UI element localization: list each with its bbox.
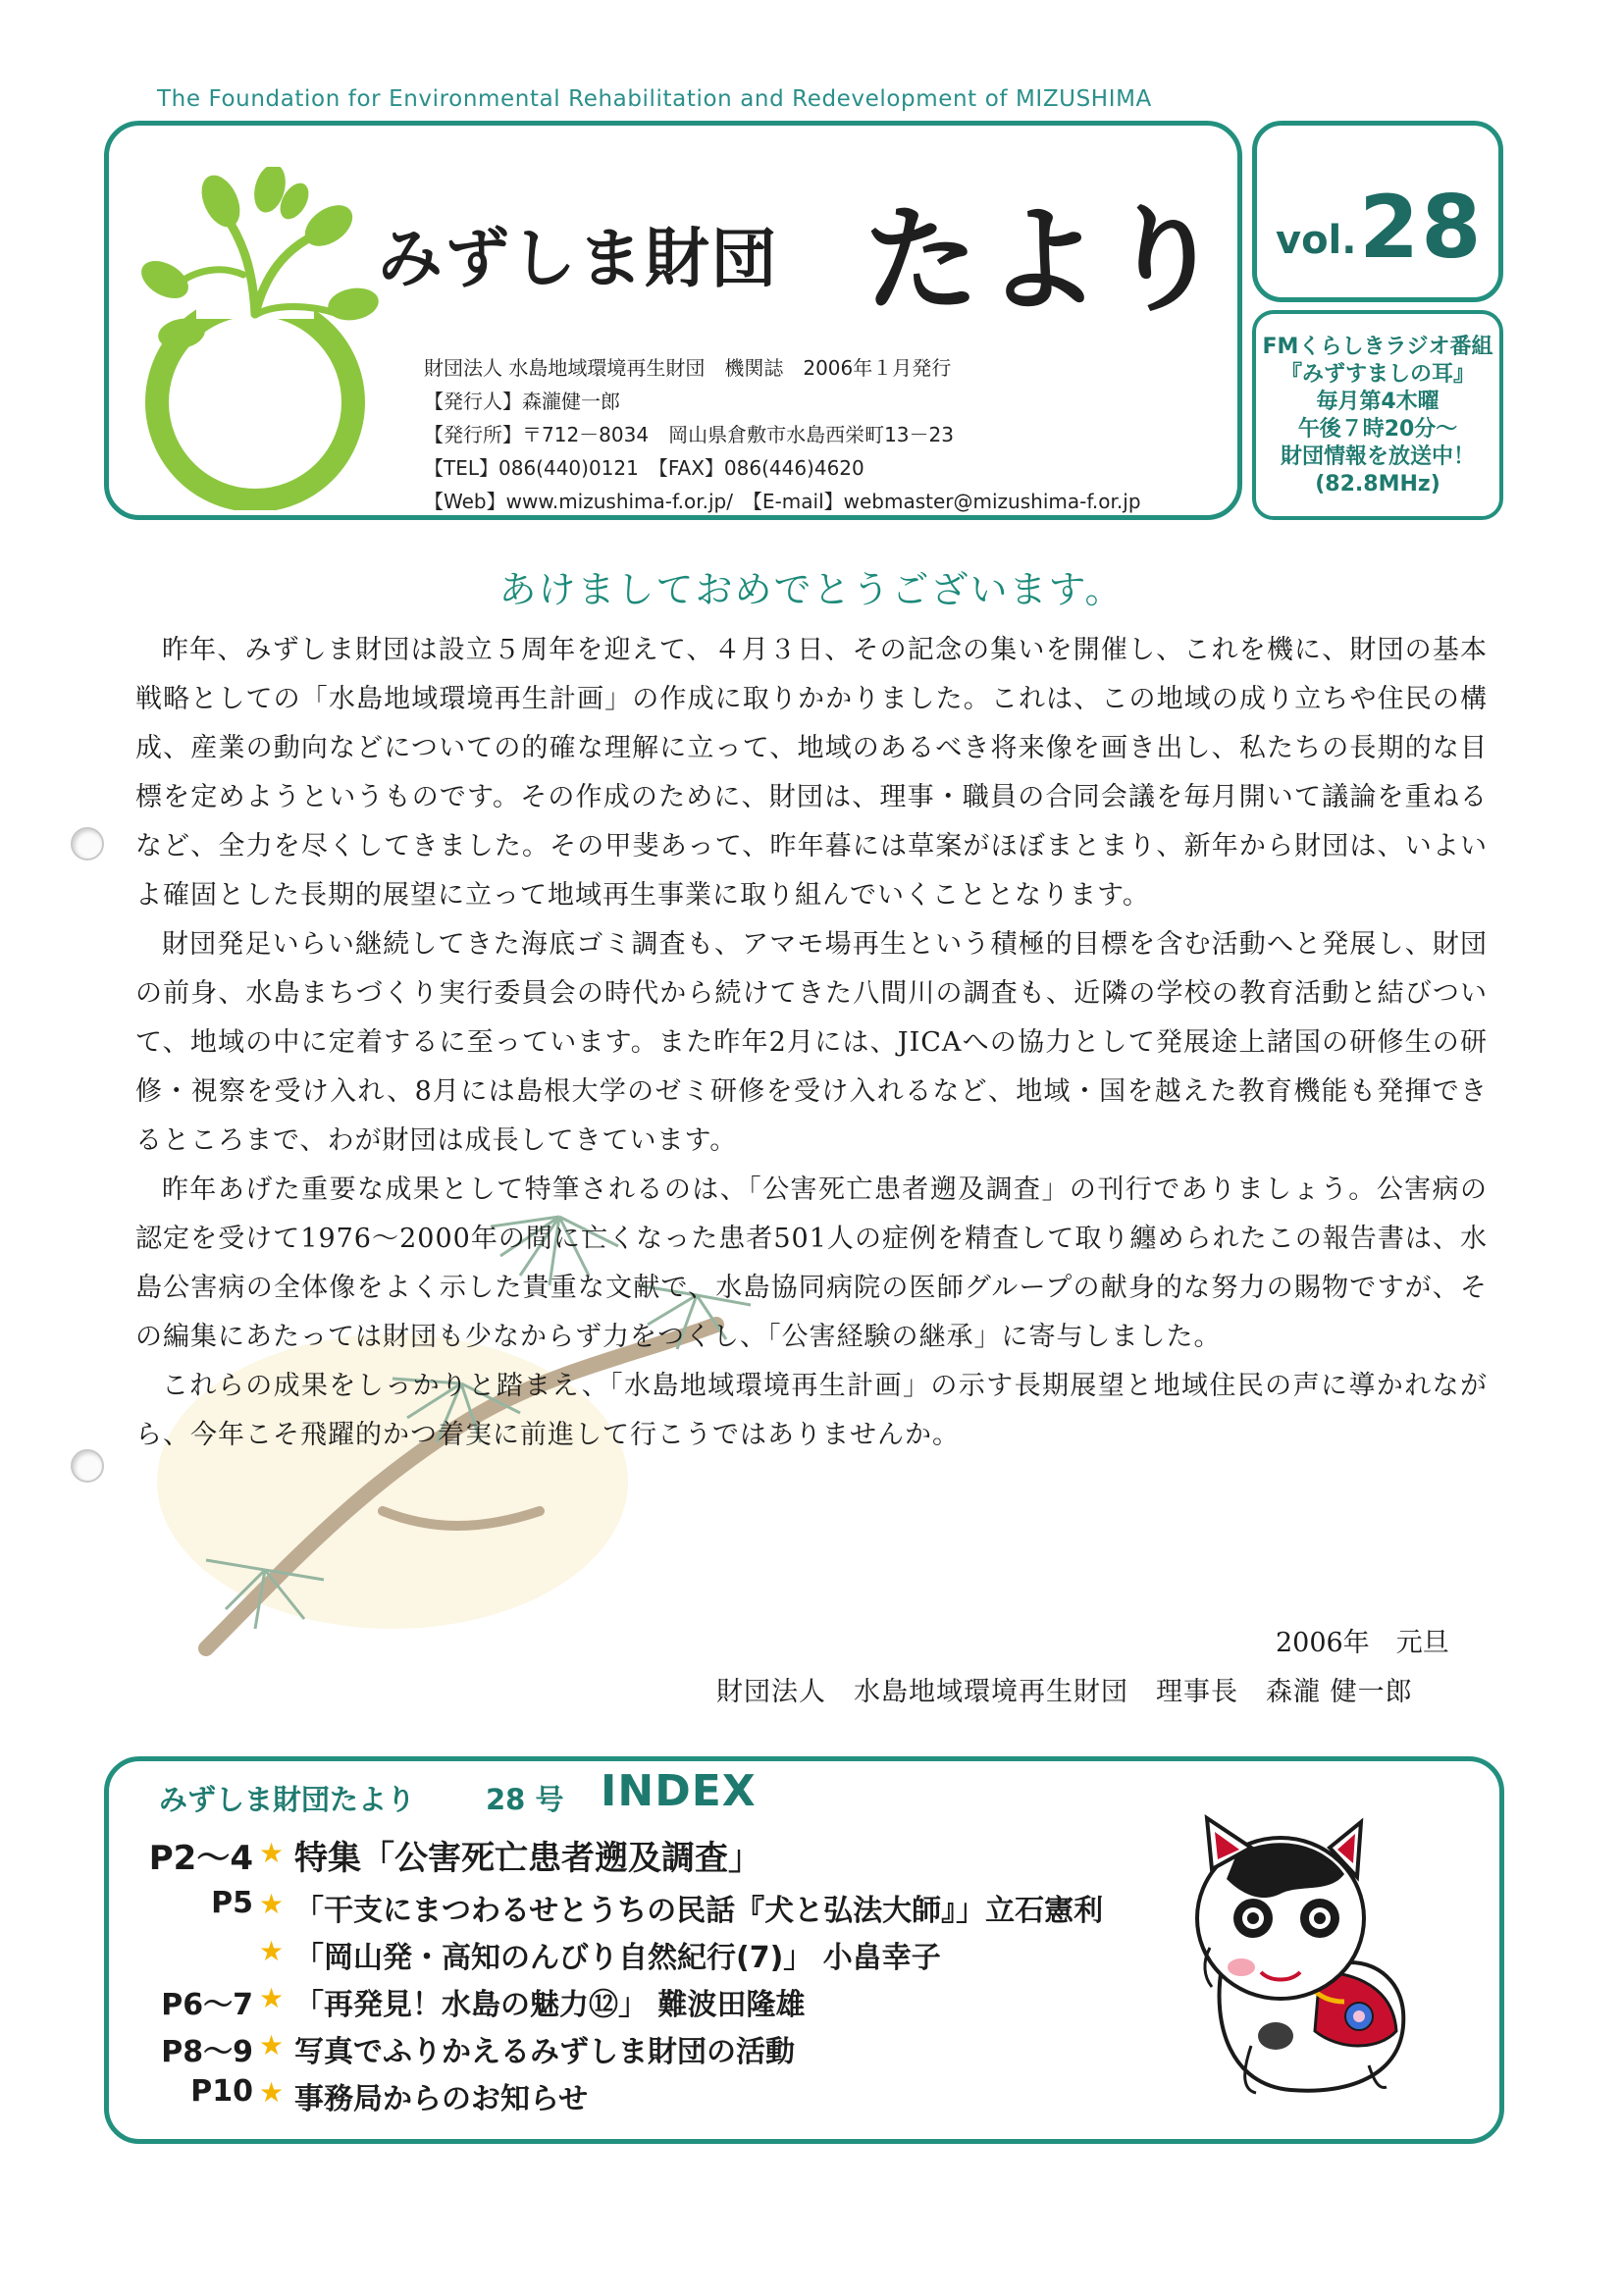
- article-signature: 財団法人 水島地域環境再生財団 理事長 森瀧 健一郎: [716, 1677, 1413, 1707]
- publication-line: 【発行所】〒712－8034 岡山県倉敷市水島西栄町13－23: [424, 423, 954, 446]
- index-item-text: 事務局からのお知らせ: [294, 2082, 589, 2116]
- greeting-heading: あけましておめでとうございます。: [498, 568, 1125, 611]
- star-icon: ★: [259, 2076, 285, 2109]
- star-icon: ★: [259, 1935, 285, 1967]
- publication-line: 【発行人】森瀧健一郎: [424, 390, 620, 413]
- article-paragraph: これらの成果をしっかりと踏まえ、「水島地域環境再生計画」の示す長期展望と地域住民の声に導かれながら、今年こそ飛躍的かつ着実に前進して行こうではありませんか。: [135, 1371, 1488, 1450]
- index-item-page: P6～7: [161, 1988, 253, 2022]
- publication-info: [424, 351, 1141, 518]
- publication-line: 【Web】www.mizushima-f.or.jp/ 【E-mail】webmaster@mizushima-f.or.jp: [424, 490, 1141, 513]
- title-main: みずしま財団: [378, 221, 778, 296]
- index-heading-label: INDEX: [601, 1766, 757, 1816]
- index-item-page: P8～9: [161, 2035, 253, 2069]
- publication-line: 【TEL】086(440)0121 【FAX】086(446)4620: [424, 456, 864, 480]
- tree-logo-icon: [128, 167, 383, 510]
- index-item-text: 写真でふりかえるみずしま財団の活動: [294, 2035, 795, 2069]
- radio-line: 午後７時20分～: [1297, 417, 1458, 442]
- org-name-en: The Foundation for Environmental Rehabilitation and Redevelopment of MIZUSHIMA: [157, 86, 1152, 112]
- radio-info: [1252, 334, 1503, 498]
- star-icon: ★: [259, 2029, 285, 2061]
- index-heading-issue: 28 号: [486, 1783, 564, 1816]
- radio-line: 『みずすましの耳』: [1280, 362, 1475, 387]
- publication-line: 財団法人 水島地域環境再生財団 機関誌 2006年１月発行: [424, 356, 952, 380]
- index-item-page: P2～4: [148, 1839, 253, 1878]
- article-body: [135, 626, 1488, 1460]
- index-heading-title: みずしま財団たより: [159, 1783, 416, 1816]
- star-icon: ★: [259, 1982, 285, 2014]
- binder-hole-icon: [71, 827, 104, 861]
- volume-number: 28: [1359, 177, 1484, 278]
- inu-hariko-dog-icon: [1182, 1800, 1428, 2105]
- binder-hole-icon: [71, 1449, 104, 1483]
- article-paragraph: 財団発足いらい継続してきた海底ゴミ調査も、アマモ場再生という積極的目標を含む活動へと発展し、財団の前身、水島まちづくり実行委員会の時代から続けてきた八間川の調査も、近隣の学校の教育活動と結びついて、地域の中に定着するに至っています。また昨年2月には、JICAへの協力として発展途上諸国の研修生の研修・視察を受け入れ、8月には島根大学のゼミ研修を受け入れるなど、地域・国を越えた教育機能も発揮できるところまで、わが財団は成長してきています。: [135, 929, 1488, 1156]
- index-item-text: 「再発見！水島の魅力⑫」 難波田隆雄: [294, 1988, 806, 2022]
- index-item-page: P10: [190, 2074, 253, 2109]
- index-item-page: P5: [211, 1886, 253, 1920]
- title-sub: たより: [864, 192, 1230, 328]
- star-icon: ★: [259, 1837, 285, 1869]
- index-item-text: 「干支にまつわるせとうちの民話『犬と弘法大師』」立石憲利: [294, 1894, 1104, 1928]
- index-item-text: 特集「公害死亡患者遡及調査」: [294, 1839, 761, 1878]
- index-item-text: 「岡山発・高知のんびり自然紀行(7)」 小畠幸子: [294, 1941, 941, 1975]
- article-date: 2006年 元旦: [1276, 1628, 1449, 1658]
- volume-label: vol.: [1276, 218, 1357, 263]
- radio-line: (82.8MHz): [1315, 472, 1440, 496]
- article-paragraph: 昨年、みずしま財団は設立５周年を迎えて、４月３日、その記念の集いを開催し、これを機に、財団の基本戦略としての「水島地域環境再生計画」の作成に取りかかりました。これは、この地域の成り立ちや住民の構成、産業の動向などについての的確な理解に立って、地域のあるべき将来像を画き出し、私たちの長期的な目標を定めようというものです。その作成のために、財団は、理事・職員の合同会議を毎月開いて議論を重ねるなど、全力を尽くしてきました。その甲斐あって、昨年暮には草案がほぼまとまり、新年から財団は、いよいよ確固とした長期的展望に立って地域再生事業に取り組んでいくこととなります。: [135, 635, 1488, 911]
- star-icon: ★: [259, 1888, 285, 1920]
- radio-line: FMくらしきラジオ番組: [1262, 335, 1493, 359]
- article-paragraph: 昨年あげた重要な成果として特筆されるのは、「公害死亡患者遡及調査」の刊行でありましょう。公害病の認定を受けて1976～2000年の間に亡くなった患者501人の症例を精査して取り纏められたこの報告書は、水島公害病の全体像をよく示した貴重な文献で、水島協同病院の医師グループの献身的な努力の賜物ですが、その編集にあたっては財団も少なからず力をつくし、「公害経験の継承」に寄与しました。: [135, 1174, 1488, 1352]
- radio-line: 毎月第4木曜: [1316, 390, 1440, 414]
- radio-line: 財団情報を放送中！: [1280, 444, 1475, 469]
